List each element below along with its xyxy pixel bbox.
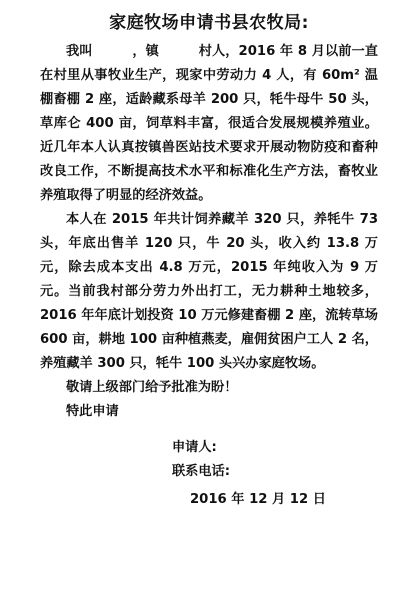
paragraph-background: 我叫 ，镇 村人，2016 年 8 月以前一直在村里从事牧业生产，现家中劳动力 4 人，有 60m² 温棚畜棚 2 座，适龄藏系母羊 200 只，牦牛母牛 50 头，草库仑 400 亩，饲草料丰富，很适合发展规模养殖业。近几年本人认真按镇兽医站技术要求开展动物防疫和畜种改良工作，不断提高技术水平和标准化生产方法，畜牧业养殖取得了明显的经济效益。 — [40, 44, 378, 203]
document-title: 家庭牧场申请书县农牧局: — [109, 13, 309, 33]
applicant-label: 申请人: — [172, 440, 217, 455]
closing-line: 特此申请 — [66, 404, 119, 419]
signature-date: 2016 年 12 月 12 日 — [190, 492, 326, 507]
request-line: 敬请上级部门给予批准为盼！ — [66, 380, 238, 395]
contact-label: 联系电话: — [172, 464, 231, 479]
paragraph-plan: 本人在 2015 年共计饲养藏羊 320 只，养牦牛 73 头，年底出售羊 120 只，牛 20 头，收入约 13.8 万元，除去成本支出 4.8 万元，2015 年纯收入为 9 万元。当前我村部分劳力外出打工，无力耕种土地较多，2016 年年底计划投资 10 万元修建畜棚 2 座，流转草场 600 亩，耕地 100 亩种植燕麦，雇佣贫困户工人 2 名，养殖藏羊 300 只，牦牛 100 头兴办家庭牧场。 — [40, 212, 383, 371]
spacer — [40, 424, 378, 436]
